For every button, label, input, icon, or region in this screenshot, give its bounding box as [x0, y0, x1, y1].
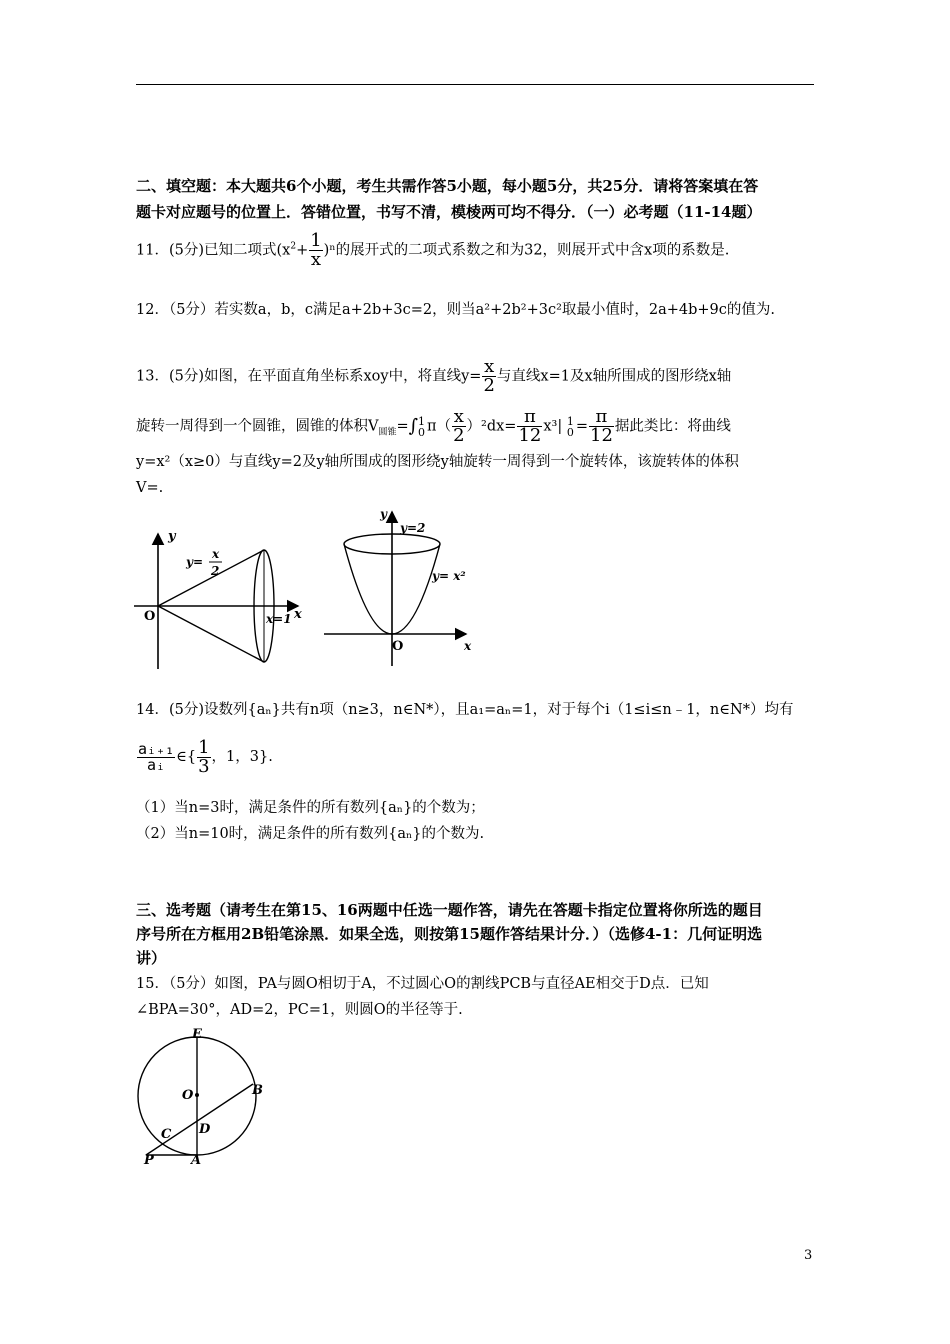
q11-frac-den: x — [310, 249, 322, 270]
q13-l2-frac2-num: π — [523, 406, 536, 427]
q13-lim-top: 1 — [418, 414, 426, 428]
fig3-label-E: E — [192, 1027, 202, 1042]
fig2-curve-label: y= x² — [432, 569, 466, 583]
fig3-label-P: P — [144, 1153, 154, 1166]
fig2-x-label: x — [464, 639, 472, 653]
fig3-label-B: B — [252, 1083, 263, 1098]
fig3-center-dot — [195, 1093, 199, 1097]
q13-l2-limits2 — [567, 416, 574, 438]
q13-l2-frac2 — [517, 408, 542, 445]
q11-fraction — [309, 232, 322, 269]
fig1-frac-num: x — [212, 547, 220, 561]
fig1-origin: O — [144, 609, 156, 624]
q14-set-suffix: ，1，3}. — [211, 749, 273, 765]
q14-ratio — [137, 739, 175, 774]
question-14-line2 — [136, 734, 273, 780]
q13-l1-fraction — [482, 358, 495, 395]
question-13-line3: y=x²（x≥0）与直线y=2及y轴所围成的图形绕y轴旋转一周得到一个旋转体，该旋转体的体积 — [136, 454, 739, 470]
fig2-origin: O — [392, 639, 404, 654]
question-13-line1 — [136, 358, 731, 395]
question-14-part2: （2）当n=10时，满足条件的所有数列{aₙ}的个数为. — [136, 826, 485, 842]
fig1-y-label: y — [168, 529, 176, 544]
q14-set-fraction — [197, 736, 210, 777]
q14-ratio-num: aᵢ₊₁ — [138, 739, 175, 758]
q13-l2-eq2: = — [575, 418, 589, 435]
q13-l2-prefix: 旋转一周得到一个圆锥，圆锥的体积V — [136, 418, 379, 435]
header-rule — [136, 84, 814, 85]
q13-l2-sub: 圆锥 — [378, 427, 397, 438]
q13-lim-bot: 0 — [418, 425, 426, 439]
q13-l2-frac2-den: 12 — [518, 425, 542, 446]
question-15-line1: 15．（5分）如图，PA与圆O相切于A，不过圆心O的割线PCB与直径AE相交于D点．已知 — [136, 976, 709, 992]
q14-ratio-den: aᵢ — [137, 757, 175, 773]
q13-lim2-top: 1 — [566, 414, 574, 428]
q11-frac-num: 1 — [310, 230, 322, 251]
q13-l2-frac1-num: x — [453, 406, 464, 427]
section3-header-line1: 三、选考题（请考生在第15、16两题中任选一题作答，请先在答题卡指定位置将你所选的题目 — [136, 901, 763, 919]
q14-set-frac-den: 3 — [198, 755, 210, 777]
page-number: 3 — [804, 1248, 813, 1263]
fig2-top-label: y=2 — [400, 521, 426, 535]
question-13-line2: 旋转一周得到一个圆锥，圆锥的体积$V_{圆锥}=\int 1$ 0 π（ $\frac{x}{2}$ ）²dx= $\frac{\pi}{12}$ x³| 1 0 = $\frac{\pi}{12}$ 据此类比：将曲线 — [136, 406, 731, 446]
section3-header-line2: 序号所在方框用2B铅笔涂黑．如果全选，则按第15题作答结果计分．）（选修4-1：几何证明选 — [136, 925, 763, 943]
q13-lim2-bot: 0 — [566, 425, 574, 439]
fig1-line-label: y= — [186, 555, 204, 569]
question-12: 12．（5分）若实数a，b，c满足a+2b+3c=2，则当a²+2b²+3c²取最小值时，2a+4b+9c的值为. — [136, 302, 776, 318]
fig1-x1-label: x=1 — [266, 612, 292, 626]
question-14-part1: （1）当n=3时，满足条件的所有数列{aₙ}的个数为； — [136, 800, 485, 816]
fig3-label-C: C — [161, 1127, 172, 1142]
fig3-secant-PCB — [146, 1084, 253, 1155]
figure-circle — [132, 1026, 272, 1166]
fig1-frac-den: 2 — [211, 564, 220, 578]
q13-l1-suffix: 与直线x=1及x轴所围成的图形绕x轴 — [496, 368, 732, 385]
q13-l2-frac1-den: 2 — [453, 425, 465, 446]
q13-l2-limits — [418, 416, 425, 438]
q13-l2-frac3-num: π — [595, 406, 608, 427]
q13-l2-suffix: 据此类比：将曲线 — [614, 418, 731, 435]
fig3-label-D: D — [199, 1122, 211, 1137]
q14-set-frac-num: 1 — [198, 736, 210, 758]
q13-l2-eq: = — [396, 418, 409, 435]
question-13-line4: V=. — [136, 480, 164, 496]
q13-l2-dx: ²dx= — [481, 418, 517, 435]
q13-l2-frac3 — [589, 408, 614, 445]
q14-set-prefix: ∈{ — [176, 749, 197, 765]
fig1-cone-lower — [158, 606, 264, 662]
q11-suffix: )ⁿ的展开式的二项式系数之和为32，则展开式中含x项的系数是. — [323, 242, 730, 259]
fig3-label-O: O — [182, 1088, 194, 1103]
question-14-line1: 14．(5分)设数列{aₙ}共有n项（n≥3，n∈N*），且a₁=aₙ=1，对于每个i（1≤i≤n﹣1，n∈N*）均有 — [136, 702, 794, 718]
question-11: 11．(5分)已知二项式($x^2+$ $\frac{1}{x}$ )ⁿ的展开式的二项式系数之和为32，则展开式中含x项的系数是. — [136, 230, 730, 270]
fig1-cone-upper — [158, 550, 264, 606]
q13-l2-frac3-den: 12 — [590, 425, 613, 446]
fig1-x-label: x — [294, 607, 302, 622]
integral-sign: ∫ — [408, 415, 419, 437]
figure-paraboloid — [318, 504, 478, 668]
q13-l1-frac-num: x — [484, 356, 495, 377]
figure-cone — [126, 524, 310, 674]
q13-l2-frac1 — [452, 408, 465, 445]
q11-prefix: 11．(5分)已知二项式(x — [136, 242, 291, 259]
section2-header-line1: 二、填空题：本大题共6个小题，考生共需作答5小题，每小题5分，共25分．请将答案填在答 — [136, 177, 759, 195]
q13-l2-pi: π — [427, 418, 437, 435]
q13-l2-x3: x³| — [543, 418, 563, 435]
q13-l1-prefix: 13．(5分)如图，在平面直角坐标系xoy中，将直线y= — [136, 368, 482, 385]
section3-header-line3: 讲） — [136, 949, 167, 967]
question-15-line2: ∠BPA=30°，AD=2，PC=1，则圆O的半径等于. — [136, 1002, 463, 1018]
q13-l1-frac-den: 2 — [483, 375, 495, 396]
section2-header-line2: 题卡对应题号的位置上．答错位置，书写不清，模棱两可均不得分．（一）必考题（11-14题） — [136, 203, 762, 221]
fig3-label-A: A — [191, 1153, 202, 1166]
fig2-y-label: y — [380, 507, 387, 521]
